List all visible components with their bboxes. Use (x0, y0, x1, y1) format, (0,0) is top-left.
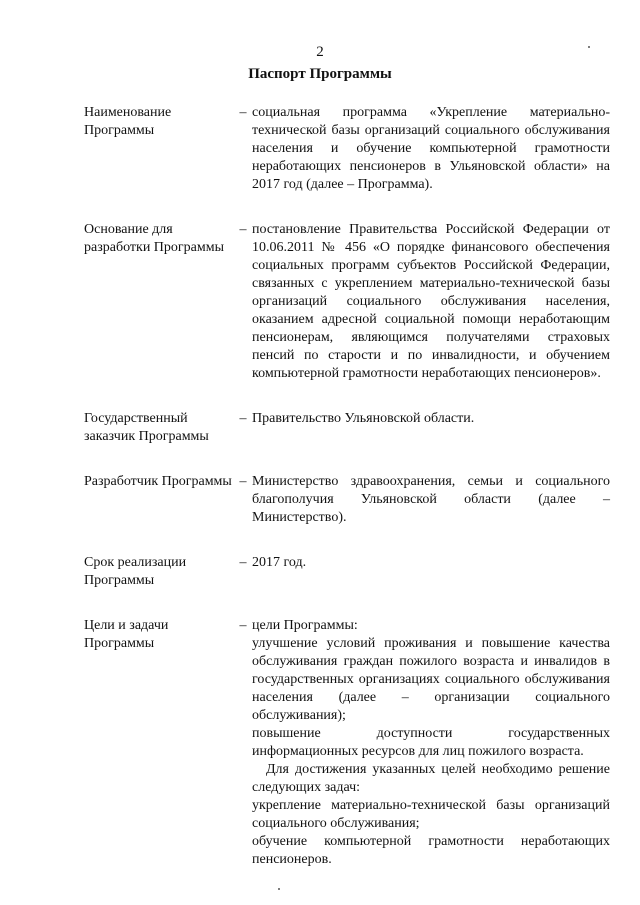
scan-speck (588, 46, 590, 48)
row-description (252, 104, 610, 194)
passport-row-term (84, 554, 614, 590)
row-description (252, 473, 610, 527)
row-dash: – (239, 474, 247, 489)
page-title: Паспорт Программы (248, 66, 392, 82)
row-term: Государственный заказчик Программы (84, 411, 209, 444)
row-dash: – (239, 411, 247, 426)
task-item: укрепление материально-технической базы организаций социального обслуживания; (252, 798, 610, 831)
row-description (252, 221, 610, 383)
description-paragraph: Правительство Ульяновской области. (252, 411, 475, 426)
description-paragraph: Министерство здравоохранения, семьи и социального благополучия Ульяновской области (далее – Министерство). (252, 474, 610, 525)
passport-row-name (84, 104, 614, 194)
row-dash: – (239, 618, 247, 633)
tasks-intro: Для достижения указанных целей необходимо решение следующих задач: (252, 762, 610, 795)
passport-row-basis (84, 221, 614, 383)
passport-row-customer (84, 410, 614, 446)
page-number: 2 (316, 44, 324, 60)
row-term: Цели и задачи Программы (84, 618, 169, 651)
goal-item: улучшение условий проживания и повышение качества обслуживания граждан пожилого возраста и инвалидов в государственных организациях социального обслуживания населения (далее – организации социального обслуживания); (252, 636, 610, 723)
row-term: Наименование Программы (84, 105, 172, 138)
row-description (252, 410, 610, 428)
row-term: Основание для разработки Программы (84, 222, 224, 255)
row-term: Срок реализации Программы (84, 555, 187, 588)
row-dash: – (239, 555, 247, 570)
row-dash: – (239, 105, 247, 120)
row-term: Разработчик Программы (84, 474, 232, 489)
description-paragraph: социальная программа «Укрепление материально-технической базы организаций социального обслуживания населения и обучение компьютерной грамотности неработающих пенсионеров в Ульяновской области» на 2017 год (далее – Программа). (252, 105, 610, 192)
passport-row-goals (84, 617, 614, 869)
passport-row-developer (84, 473, 614, 527)
row-description (252, 617, 610, 869)
task-item: обучение компьютерной грамотности неработающих пенсионеров. (252, 834, 610, 867)
row-description (252, 554, 610, 572)
goals-heading: цели Программы: (252, 618, 358, 633)
goal-item: повышение доступности государственных информационных ресурсов для лиц пожилого возраста. (252, 726, 610, 759)
description-paragraph: 2017 год. (252, 555, 307, 570)
passport-table (84, 104, 614, 869)
description-paragraph: постановление Правительства Российской Федерации от 10.06.2011 № 456 «О порядке финансового обеспечения социальных программ субъектов Российской Федерации, связанных с укреплением материально-технической базы организаций социального обслуживания населения, оказанием адресной социальной помощи неработающим пенсионерам, являющимся получателями страховых пенсий по старости и по инвалидности, и обучением компьютерной грамотности неработающих пенсионеров». (252, 222, 610, 381)
scan-speck (278, 888, 280, 890)
row-dash: – (239, 222, 247, 237)
